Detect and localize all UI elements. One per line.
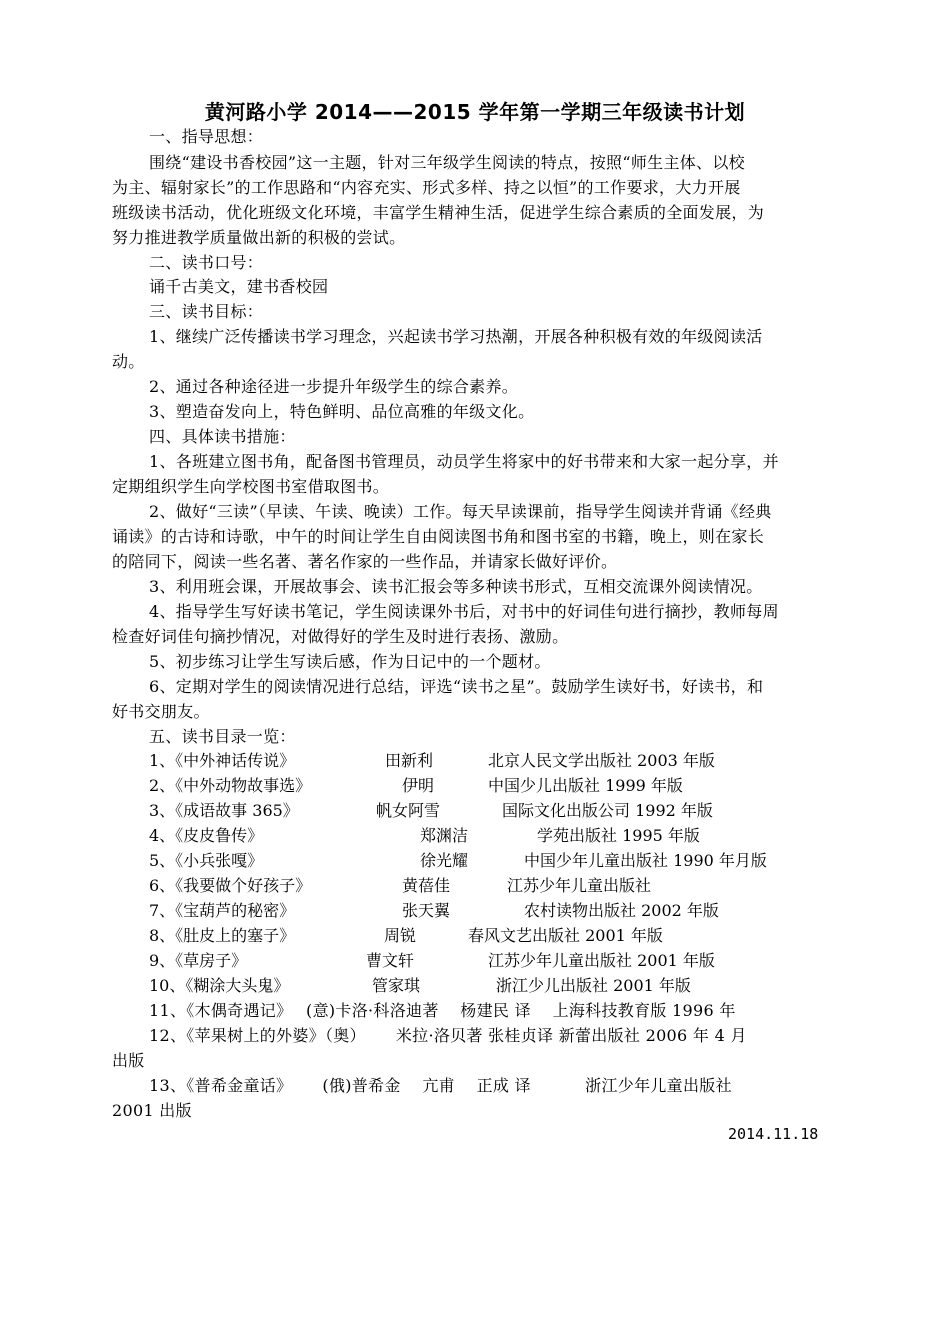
book-author: 张天翼 — [402, 901, 451, 920]
book-entry: 2001 出版 — [112, 1101, 192, 1120]
measure-line: 的陪同下，阅读一些名著、著名作家的一些作品，并请家长做好评价。 — [112, 552, 618, 571]
book-author: 郑渊洁 — [420, 826, 469, 845]
measure-line: 诵读》的古诗和诗歌，中午的时间让学生自由阅读图书角和图书室的书籍，晚上，则在家长 — [112, 527, 765, 546]
book-title: 9、《草房子》 — [149, 951, 248, 970]
book-author: 帆女阿雪 — [376, 801, 441, 820]
paragraph-line: 班级读书活动，优化班级文化环境，丰富学生精神生活，促进学生综合素质的全面发展，为 — [112, 203, 765, 222]
book-publisher: 江苏少年儿童出版社 2001 年版 — [488, 951, 715, 970]
section-heading: 四、具体读书措施： — [149, 427, 296, 446]
book-entry: 11、《木偶奇遇记》 (意)卡洛·科洛迪著 杨建民 译 上海科技教育版 1996 年 — [149, 1001, 736, 1020]
book-title: 3、《成语故事 365》 — [149, 801, 299, 820]
book-author: 徐光耀 — [420, 851, 469, 870]
goal-line: 2、通过各种途径进一步提升年级学生的综合素养。 — [149, 377, 519, 396]
book-title: 7、《宝葫芦的秘密》 — [149, 901, 296, 920]
goal-line: 1、继续广泛传播读书学习理念，兴起读书学习热潮，开展各种积极有效的年级阅读活 — [149, 327, 763, 346]
book-publisher: 江苏少年儿童出版社 — [507, 876, 652, 895]
book-publisher: 农村读物出版社 2002 年版 — [524, 901, 719, 920]
book-publisher: 春风文艺出版社 2001 年版 — [468, 926, 663, 945]
goal-line: 3、塑造奋发向上，特色鲜明、品位高雅的年级文化。 — [149, 402, 535, 421]
section-heading: 一、指导思想： — [149, 127, 264, 146]
measure-line: 2、做好“三读”（早读、午读、晚读）工作。每天早读课前，指导学生阅读并背诵《经典 — [149, 502, 772, 521]
measure-line: 4、指导学生写好读书笔记，学生阅读课外书后，对书中的好词佳句进行摘抄，教师每周 — [149, 602, 779, 621]
book-author: 管家琪 — [372, 976, 421, 995]
book-author: 田新利 — [385, 751, 434, 770]
book-title: 6、《我要做个好孩子》 — [149, 876, 312, 895]
book-author: 曹文轩 — [366, 951, 415, 970]
document-date: 2014.11.18 — [728, 1125, 819, 1143]
measure-line: 1、各班建立图书角，配备图书管理员，动员学生将家中的好书带来和大家一起分享，并 — [149, 452, 779, 471]
book-publisher: 学苑出版社 1995 年版 — [537, 826, 700, 845]
book-title: 10、《糊涂大头鬼》 — [149, 976, 290, 995]
measure-line: 3、利用班会课，开展故事会、读书汇报会等多种读书形式，互相交流课外阅读情况。 — [149, 577, 763, 596]
book-author: 黄蓓佳 — [402, 876, 451, 895]
book-title: 8、《肚皮上的塞子》 — [149, 926, 296, 945]
book-entry: 13、《普希金童话》 (俄)普希金 亢甫 正成 译 浙江少年儿童出版社 — [149, 1076, 732, 1095]
measure-line: 6、定期对学生的阅读情况进行总结，评选“读书之星”。鼓励学生读好书，好读书，和 — [149, 677, 764, 696]
section-heading: 三、读书目标： — [149, 302, 264, 321]
book-title: 5、《小兵张嘎》 — [149, 851, 264, 870]
book-publisher: 浙江少儿出版社 2001 年版 — [496, 976, 691, 995]
measure-line: 定期组织学生向学校图书室借取图书。 — [112, 477, 390, 496]
section-heading: 五、读书目录一览： — [149, 727, 296, 746]
measure-line: 5、初步练习让学生写读后感，作为日记中的一个题材。 — [149, 652, 551, 671]
book-title: 2、《中外动物故事选》 — [149, 776, 312, 795]
book-publisher: 中国少儿出版社 1999 年版 — [488, 776, 683, 795]
paragraph-line: 围绕“建设书香校园”这一主题，针对三年级学生阅读的特点，按照“师生主体、以校 — [149, 153, 745, 172]
book-title: 4、《皮皮鲁传》 — [149, 826, 264, 845]
book-publisher: 北京人民文学出版社 2003 年版 — [488, 751, 715, 770]
book-entry: 12、《苹果树上的外婆》（奥） 米拉·洛贝著 张桂贞译 新蕾出版社 2006 年 4 月 — [149, 1026, 747, 1045]
measure-line: 好书交朋友。 — [112, 702, 210, 721]
paragraph-line: 为主、辐射家长”的工作思路和“内容充实、形式多样、持之以恒”的工作要求，大力开展 — [112, 178, 741, 197]
slogan-text: 诵千古美文，建书香校园 — [149, 277, 329, 296]
book-author: 伊明 — [402, 776, 435, 795]
book-publisher: 中国少年儿童出版社 1990 年月版 — [524, 851, 767, 870]
measure-line: 检查好词佳句摘抄情况，对做得好的学生及时进行表扬、激励。 — [112, 627, 569, 646]
paragraph-line: 努力推进教学质量做出新的积极的尝试。 — [112, 228, 406, 247]
book-title: 1、《中外神话传说》 — [149, 751, 296, 770]
goal-line: 动。 — [112, 352, 145, 371]
book-author: 周锐 — [384, 926, 417, 945]
section-heading: 二、读书口号： — [149, 253, 264, 272]
document-title: 黄河路小学 2014——2015 学年第一学期三年级读书计划 — [204, 100, 746, 124]
book-publisher: 国际文化出版公司 1992 年版 — [502, 801, 713, 820]
book-entry: 出版 — [112, 1051, 145, 1070]
